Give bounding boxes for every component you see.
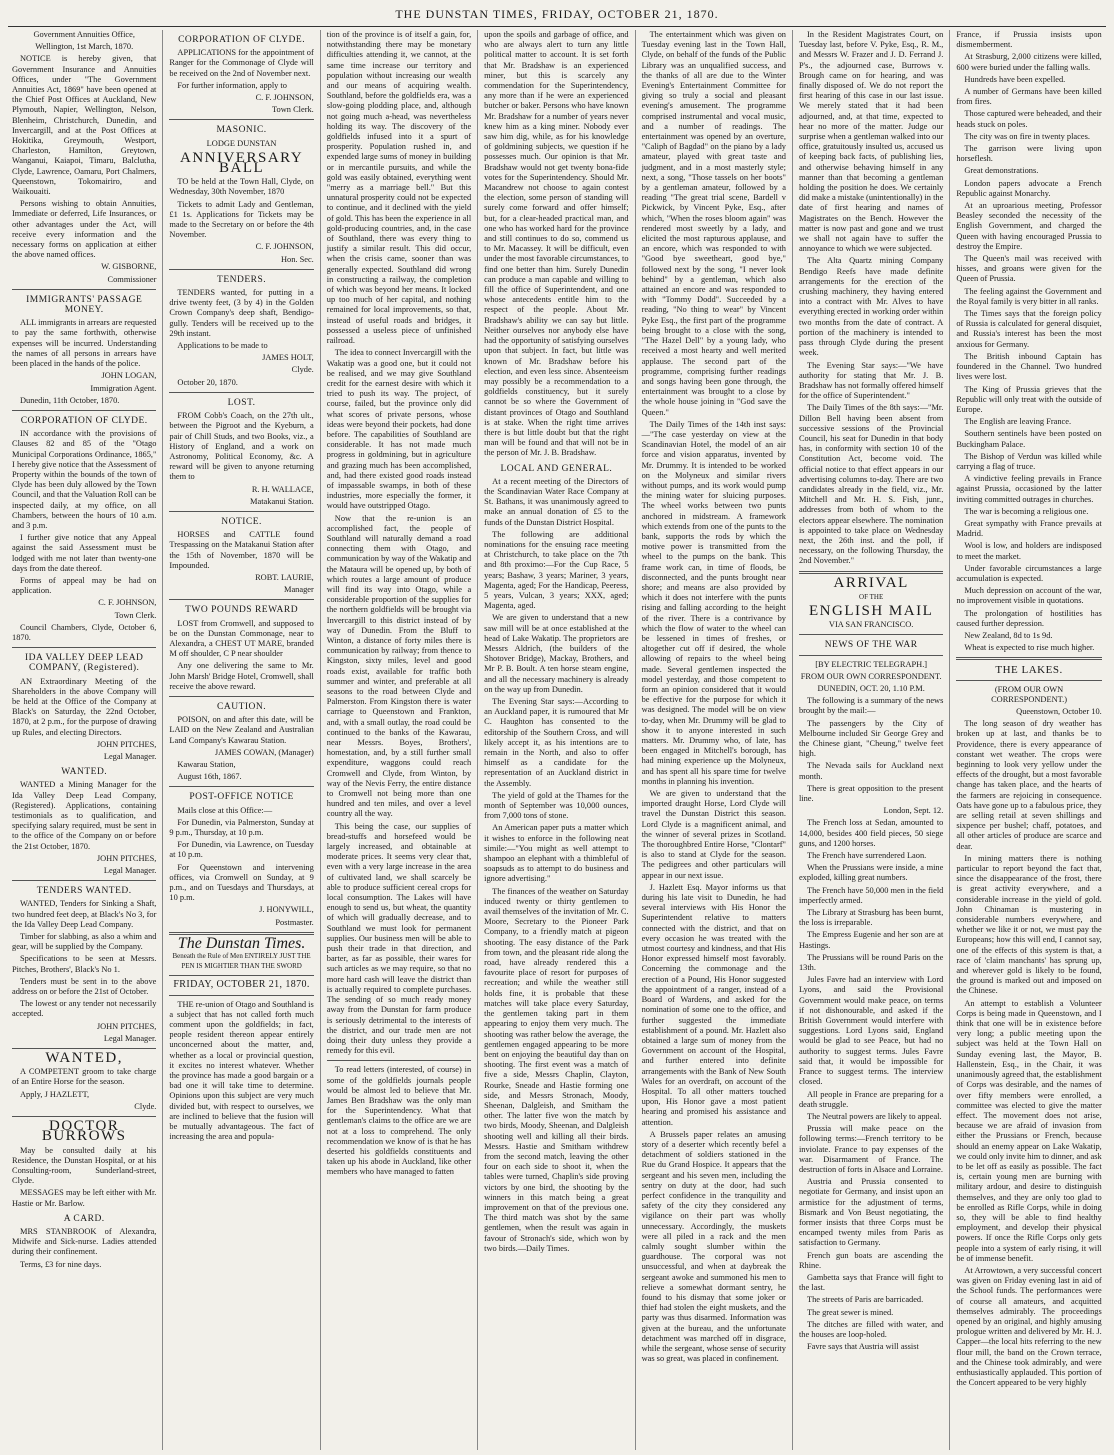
ad-signature: JAMES COWAN, (Manager) — [214, 747, 314, 757]
ad-title: Matakanui Station. — [250, 496, 314, 506]
ad-body: APPLICATIONS for the appointment of Ranger for the Commonage of Clyde will be received on the 2nd of November next. — [169, 48, 314, 78]
masthead: THE DUNSTAN TIMES, FRIDAY, OCTOBER 21, 1870. — [8, 4, 1106, 27]
paper-dateline: FRIDAY, OCTOBER 21, 1870. — [173, 979, 310, 991]
divider — [169, 269, 313, 270]
ad-heading: WANTED. — [61, 767, 108, 778]
divider — [169, 786, 313, 787]
news-item: Those captured were beheaded, and their heads stuck on poles. — [956, 109, 1102, 129]
article-paragraph: The following are additional nominations for the ensuing race meeting at Christchurch, to take place on the 7th and 8th proximo:—For the Cup Race, 5 years; Bashaw, 3 years; Mariner, 3 years, Magenta, aged; For the Handicap, Peeress, 5 years, Vulcan, 3 years; XXX, aged; Magenta, aged. — [484, 529, 629, 611]
ad-body: May be consulted daily at his Residence, the Dunstan Hospital, or at his Consulting-room, Sunderland-street, Clyde. — [12, 1145, 157, 1186]
ad-date: Wellington, 1st March, 1870. — [35, 42, 134, 52]
news-item: A number of Germans have been killed from fires. — [956, 87, 1102, 107]
ad-place: Kawarau Station, — [177, 759, 236, 769]
ad-signature: ROBT. LAURIE, — [255, 572, 314, 582]
section-subheading: VIA SAN FRANCISCO. — [828, 620, 914, 630]
article-paragraph: A Brussels paper relates an amusing story of a deserter which recently befel a detachment of soldiers stationed in the Rue du Grand Hospice. It appears that the sergeant and his seven men, including the sentry on duty at the door, had such perfect confidence in the tranquility and safety of the city they considered any vigilance on their part was wholly unnecessary. Accordingly, the muskets were all piled in a rack and the men calmly sought slumber within the guardhouse. The corporal was not unsuccessful, and when at daybreak the sergeant awoke and summoned his men to relieve a somewhat dormant sentry, he found to his dismay that some joker or thief had stolen the eight muskets, and the party was thus disarmed. Information was given at the bureau, and the unfortunate detachment was marched off in disgrace, while the sergeant, whose sense of security was so great, was placed in confinement. — [641, 1129, 786, 1364]
ad-body: Tickets to admit Lady and Gentleman, £1 1s. Applications for Tickets may be made to the Secretary on or before the 4th November. — [169, 199, 314, 240]
divider — [12, 880, 156, 881]
ad-body: For Queenstown and intervening offices, via Cromwell on Sunday, at 9 p.m., and on Tuesdays and Thursdays, at 10 p.m. — [169, 862, 314, 903]
news-item: The streets of Paris are barricaded. — [806, 1295, 924, 1305]
ad-body: Tenders must be sent in to the above address on or before the 21st of October. — [12, 976, 157, 997]
article-paragraph: An attempt to establish a Volunteer Corps is being made in Queenstown, and I think that one will be in existence before very long; a public meeting upon the subject was held at the Town Hall on Sunday evening last, the Mayor, B. Hallenstein, Esq., in the Chair, it was unanimously agreed that, the establishment of Corps was desirable, and the names of over fifty members were enrolled, a committee was elected to give the matter effect. The movement does not arise, because we are afraid of invasion from either the Prussians or French, because should an enemy appear on Lake Wakatip, we could only invite him to dinner, and ask to be let off as easily as possible. The fact is, certain young men are burning with military ardour, and desire to distinguish themselves, and they are only too glad to be enrolled as Rifle Corps, while in doing so, they will be able to find healthy employment, and develop their physical powers. If once the Rifle Corps only gets people into a system of early rising, it will be of immense benefit. — [956, 998, 1102, 1263]
ad-signature: JOHN LOGAN, — [101, 371, 157, 381]
news-item: The war is becoming a religious one. — [964, 506, 1089, 516]
ad-body: MESSAGES may be left either with Mr. Hastie or Mr. Barlow. — [12, 1188, 157, 1208]
news-item: Gambetta says that France will fight to the last. — [798, 1272, 944, 1293]
ad-heading: ANNIVERSARY BALL — [179, 149, 304, 177]
article-paragraph: The Evening Star says:—"We have authority for stating that Mr. J. B. Bradshaw has not formally offered himself for the office of Superintendent." — [798, 360, 944, 401]
ad-signature: JOHN PITCHES, — [96, 739, 157, 749]
ad-title: Hon. Sec. — [280, 254, 314, 264]
news-dateline: DUNEDIN, OCT. 20, 1.10 P.M. — [817, 683, 925, 693]
ad-body: ALL immigrants in arrears are requested to pay the same forthwith, otherwise expenses will be incurred. Understanding the names of all persons in arrears have been placed in the hands of the police. — [12, 318, 157, 369]
news-item: The Nevada sails for Auckland next month. — [798, 761, 944, 781]
article-paragraph: The Evening Star says:—According to an Auckland paper, it is rumoured that Mr C. Haughton has consented to the editorship of the Southern Cross, and will likely accept it, as his intentions are to remain in the North, and also to offer himself as a candidate for the representation of an Auckland district in the Assembly. — [484, 697, 629, 788]
ad-body: For Dunedin, via Lawrence, on Tuesday at 10 p.m. — [169, 840, 314, 860]
news-item: Austria and Prussia consented to negotiate for Germany, and insist upon an armistice for the adjustment of terms, Bismark and Von Beust negotiating, the former insists that three Corps must be encamped twenty miles from Paris as satisfaction to Germany. — [798, 1177, 944, 1248]
article-paragraph: The finances of the weather on Saturday induced twenty or thirty gentlemen to avail themselves of the invitation of Mr. C. Moore, Secretary to the Pioneer Park Company, to a friendly match at pigeon shooting. The easy distance of the Park from town, and the pleasant ride along the road, have already rendered this a favourite place of resort for purposes of recreation; and while the weather still holds fine, it is probable that these matches will take place every Saturday, the gentlemen taking part in them appearing to enjoy them very much. The shooting was rather below the average, the gentlemen engaged appearing to be more bent on enjoying the beautiful day than on shooting. The first event was a match of five a side, Messrs Chaplin, Clayton, Rourke, Sneade and Hastie forming one side, and Messrs Stronach, Moody, Sheenan, Dalgleish, and Smitham the other. The latter five won the match by two birds, Moody, Sheenan, and Dalgleish shooting well and killing all their birds. Messrs. Hastie and Smitham withdrew from the second match, leaving the other four on each side to shoot it, when the tables were turned, Chaplin's side proving victors by one bird, the shooting by the winners in this match being a great improvement on that of the previous one. The third match was shot by the same gentlemen, when the result was again in favour of Stronach's side, which won by two birds.—Daily Times. — [484, 886, 629, 1253]
article-paragraph: An American paper puts a matter which it wishes to enforce in the following neat simile:—"You might as well attempt to shampoo an elephant with a thimbleful of soapsuds as to attempt to do business and ignore advertising." — [484, 823, 629, 884]
paper-title: The Dunstan Times. — [177, 934, 306, 952]
ad-date: Dunedin, 11th October, 1870. — [20, 395, 120, 405]
ad-body: The lowest or any tender not necessarily accepted. — [12, 999, 157, 1019]
ad-body: Mails close at this Office:— — [177, 805, 273, 815]
news-item: The city was on fire in twenty places. — [964, 131, 1090, 141]
ad-body: POISON, on and after this date, will be LAID on the New Zealand and Australian Land Company's Kawarau Station. — [169, 715, 314, 745]
ad-body: For Dunedin, via Palmerston, Sunday at 9 p.m., Thursday, at 10 p.m. — [169, 817, 314, 837]
section-heading: NEWS OF THE WAR — [824, 640, 918, 651]
divider — [799, 634, 943, 635]
section-subheading: FROM OUR OWN CORRESPONDENT. — [800, 671, 942, 681]
ad-title: Legal Manager. — [103, 866, 157, 876]
ad-subheading: LODGE DUNSTAN — [206, 138, 277, 148]
news-item: London papers advocate a French Republic against Monarchy. — [956, 178, 1102, 198]
news-item: Jules Favre had an interview with Lord Lyons, and said the Provisional Government would make peace, on terms if not dishonourable, and asked if the British Government would interfere with suggestions. Lord Lyons said, England would be glad to see Peace, but had no authority to suggest terms. Jules Favre said that, it would be impossible for France to suggest terms. The interview closed. — [798, 975, 944, 1087]
column-5 — [636, 30, 793, 1450]
ad-signature: C. F. JOHNSON, — [255, 93, 314, 103]
section-subheading: OF THE — [859, 592, 884, 601]
column-1 — [6, 30, 163, 1450]
article-paragraph: The entertainment which was given on Tuesday evening last in the Town Hall, Clyde, on behalf of the funds of the Public Library was an unqualified success, and the thanks of all are due to the Winter Evening's Entertainment Committee for giving so truly a social and pleasant evening's amusement. The programme comprised instrumental and vocal music, and a number of readings. The entertainment was opened by an overture, "Caliph of Bagdad" on the piano by a lady amateur, played with great taste and judgment, and in a most masterly style; next, a song, "Those tassels on her boots" by a gentleman amateur, followed by a reading "The great trial scene, Bardell v Pickwick, by Vincent Pyke, Esq., after which, "When the roses bloom again" was rendered most sweetly by a lady, and elicited the most rapturous applause, and an encore, which was responded to with "Good bye sweetheart, good bye," followed next by the song, "I never look behind" by a gentleman, which also attained an encore and was responded to with "Tommy Dodd". Succeeded by a reading, "No thing to wear" by Vincent Pyke Esq., the first part of the programme being brought to a close with the song, "The Hazel Dell" by a young lady, who received a most hearty and well merited applause. The second part of the programme, comprising further readings and songs having been gone through, the entertainment was brought to a close by the whole house joining in "God save the Queen." — [641, 30, 786, 417]
article-paragraph: Now that the re-union is an accomplished fact, the people of Southland will naturally demand a road connecting them with Otago, and communication by way of the Wakatip and the Mataura will be opened up, by both of which routes a large amount of produce will find its way into Otago, while a considerable proportion of the supplies for the northern goldfields will be brought via Invercargill to this district instead of by way of Dunedin. From the Bluff to Winton, a distance of forty miles there is communication by railway; from thence to Kingston, sixty miles, level and good roads exist, available for traffic both summer and winter, and preferable at all seasons to the road between Clyde and Palmerston. From Kingston there is water carriage to Queenstown and Frankton, and, with a small outlay, the road could be continued to the banks of the Kawarau, near Messrs. Boyes, Brothers', homestation, and, by a still further small expenditure, waggons could reach Cromwell and Clyde, from Winton, by way of the Nevis Ferry, the entire distance to Cromwell not being more than one hundred and ten miles, and over a level country all the way. — [326, 513, 472, 819]
news-item: The British inbound Captain has foundered in the Channel. Two hundred lives were lost. — [956, 351, 1102, 382]
article-paragraph: The Daily Times of the 8th says:—"Mr. Dillon Bell having been absent from successive sessions of the Provincial Council, his seat for Dunedin in that body has, in conformity with section 10 of the Constitution Act, become void. The official notice to that effect appears in our advertising columns to-day. There are two candidates already in the field, viz., Mr. Mitchell and Mr. H. S. Fish, junr., addresses from both of whom to the electors appear elsewhere. The nomination is appointed to take place on Wednesday next, the 26th inst. and the poll, if necessary, on the following Thursday, the 2nd November." — [798, 403, 944, 566]
ad-title: Manager — [284, 585, 314, 595]
ad-body: TENDERS wanted, for putting in a drive twenty feet, (3 by 4) in the Golden Crown Company's deep shaft, Bendigo-gully. Tenders will be received up to the 29th instant. — [169, 288, 314, 338]
news-item: France, if Prussia insists upon dismemberment. — [956, 30, 1102, 50]
ad-heading: DOCTOR BURROWS — [41, 1118, 127, 1145]
ad-heading: CORPORATION OF CLYDE. — [178, 35, 306, 45]
divider — [956, 657, 1101, 660]
ad-date: Council Chambers, Clyde, October 6, 1870. — [12, 622, 157, 642]
ad-title: Postmaster. — [275, 917, 314, 927]
section-heading: ENGLISH MAIL — [809, 602, 934, 619]
divider — [799, 655, 943, 656]
news-item: Wool is low, and holders are indisposed to meet the market. — [956, 541, 1102, 561]
section-heading: LOCAL AND GENERAL. — [500, 463, 613, 474]
divider — [12, 289, 156, 290]
ad-heading: IDA VALLEY DEEP LEAD COMPANY, (Registered). — [24, 653, 144, 674]
divider — [169, 392, 313, 393]
news-item: The prolongation of hostilities has caused further depression. — [956, 608, 1102, 628]
news-item: The English are leaving France. — [964, 417, 1072, 427]
section-heading: THE LAKES. — [995, 664, 1063, 677]
news-dateline: Queenstown, October 10. — [1016, 706, 1102, 716]
ad-signature: R. H. WALLACE, — [251, 484, 314, 494]
ad-title: Town Clerk. — [114, 610, 157, 620]
ad-signature: W. GISBORNE, — [101, 262, 157, 272]
article-paragraph: The Daily Times of the 14th inst says:—"The case yesterday on view at the Scandinavian Hotel, the model of an air force and vision apparatus, invented by Mr. Drummy. It is intended to be worked on the Molyneux and similar rivers without pumps, and its work would pump the mining water for sluicing purposes. The wheel works between two punts anchored in midstream. A framework which extends from one of the punts to the bank, supports the rods by which the motive power is transmitted from the wheel to the pumps on the bank. This frame work can, in time of floods, be disconnected, and the punts brought near shore; and means are also provided by which it does not interfere with the punts rising and falling according to the height of the river. There is a contrivance by which the flow of water to the wheel can be lessened in times of freshes, or altogether cut off if desired, the whole allowing of repairs to the wheel being made. Several gentlemen inspected the model yesterday, and those competent to form an opinion considered that it would be effective for the purpose for which it was designed. The model will be on view to-day, when Mr. Drummy will be glad to show it to anyone interested in such matters. Mr. Drummy who, of late, has been engaged in Mitchell's borough, has had mining experience up the Molyneux, and has spent all his spare time for twelve months in planning his invention. — [641, 419, 786, 786]
news-item: The ditches are filled with water, and the houses are loop-holed. — [798, 1319, 944, 1339]
ad-title: Immigration Agent. — [90, 383, 157, 393]
ad-body: Terms, £3 for nine days. — [20, 1259, 102, 1269]
ad-heading: IMMIGRANTS' PASSAGE MONEY. — [26, 294, 143, 316]
news-item: When the Prussians were inside, a mine exploded, killing great numbers. — [798, 863, 944, 883]
news-item: Prussia will make peace on the following terms:—French territory to be inviolate. France to pay expenses of the war. Disarmament of France. The destruction of forts in Alsace and Lorraine. — [798, 1124, 944, 1174]
news-item: Favre says that Austria will assist — [806, 1342, 919, 1352]
ad-body: Applications to be made to — [177, 341, 268, 351]
article-paragraph: The yield of gold at the Thames for the month of September was 10,000 ounces, from 7,000 tons of stone. — [484, 790, 629, 821]
ad-body: WANTED a Mining Manager for the Ida Valley Deep Lead Company, (Registered). Applications, containing testimonials as to qualification, and specifying salary required, must be sent in to the office of the Company on or before the 21st October, 1870. — [12, 780, 157, 851]
news-item: The garrison were living upon horseflesh. — [956, 144, 1102, 164]
news-item: A vindictive feeling prevails in France against Prussia, occasioned by the latter inviting committed outrages in churches. — [956, 474, 1102, 504]
ad-body: WANTED, Tenders for Sinking a Shaft, two hundred feet deep, at Black's No 3, for the Ida Valley Deep Lead Company. — [12, 899, 157, 929]
ad-title: Town Clerk. — [272, 105, 314, 115]
ad-body: I further give notice that any Appeal against the said Assessment must be lodged with me not later than twenty-one days from the date thereof. — [12, 533, 157, 573]
divider — [169, 975, 313, 976]
news-item: Great demonstrations. — [964, 166, 1039, 176]
divider — [169, 599, 313, 600]
section-subheading: [BY ELECTRIC TELEGRAPH.] — [815, 659, 928, 669]
news-item: All people in France are preparing for a death struggle. — [798, 1089, 944, 1109]
divider — [799, 571, 943, 574]
news-item: At Strasburg, 2,000 citizens were killed, 600 were buried under the falling walls. — [956, 52, 1102, 72]
news-item: The Bishop of Verdun was killed while carrying a flag of truce. — [956, 451, 1102, 471]
divider — [169, 696, 313, 697]
news-item: French gun boats are ascending the Rhine. — [798, 1250, 944, 1270]
ad-heading: MASONIC. — [216, 125, 267, 136]
divider — [327, 1060, 471, 1061]
news-item: The French have surrendered Laon. — [806, 851, 927, 861]
news-item: The French loss at Sedan, amounted to 14,000, besides 400 field pieces, 50 siege guns, and 1200 horses. — [798, 818, 944, 848]
news-item: There is great opposition to the present line. — [798, 783, 944, 804]
article-paragraph: tion of the province is of itself a gain, for, notwithstanding there may be monetary difficulties attending it, we cannot, at the same time increase our territory and population without increasing our wealth and our means of acquiring wealth. Southland, before the goldfields era, was a slow-going plodding place, and, although not going much a-head, was nevertheless holding its way. The discovery of the goldfields infused into it a spurt of prosperity. Population rushed in, and expended large sums of money in building or in mercantile pursuits, and while the gold was easily obtained, everything went "merry as a marriage bell." But this unnatural prosperity could not be expected to continue, and it declined with the yield of gold. This has been the experience in all gold-producing countries, and, in the case of Southland, there was every thing to justify a similar result. This did occur, when the crisis came, sooner than was generally expected. Southland did wrong in constructing a railway, the completion of which was beyond her means. It locked up too much of her capital, and nothing remained for local improvements, so that, instead of useful roads and bridges, it possessed a useless piece of unfinished railroad. — [326, 30, 472, 346]
article-paragraph: J. Hazlett Esq. Mayor informs us that during his late visit to Dunedin, he had several interviews with His Honor the Superintendent relative to matters connected with the district, and that on every occasion he was treated with the utmost courtesy and kindness, and that His Honor expressed himself most favorably. Concerning the commonage and the erection of a Pound, His Honor suggested the appointment of a ranger, instead of a Board of Wardens, and asked for the nomination of some one to the office, and further suggested the immediate establishment of a pound. Mr. Hazlett also obtained a large sum of money from the Government on account of the Hospital, and further entered into definite arrangements with the Bank of New South Wales for an overdraft, on account of the Hospital. To all other matters touched upon, His Honor gave a most patient hearing and promised his assistance and attention. — [641, 882, 786, 1127]
ad-signature: J. HONYWILL, — [259, 905, 314, 915]
ad-signature: JAMES HOLT, — [262, 353, 314, 363]
article-paragraph: At a recent meeting of the Directors of the Scandinavian Water Race Company at St. Bathans, it was unanimously agreed to make an annual donation of £5 to the funds of the Dunstan District Hospital. — [484, 476, 629, 527]
news-item: The following is a summary of the news brought by the mail:— — [798, 696, 944, 716]
news-item: New Zealand, 8d to 1s 9d. — [964, 630, 1053, 640]
ad-body: Forms of appeal may be had on application. — [12, 575, 157, 596]
news-item: The Prussians will be round Paris on the 13th. — [798, 952, 944, 973]
paper-motto: Beneath the Rule of Men ENTIRELY JUST THE PEN IS MIGHTIER THAN THE SWORD — [172, 952, 311, 971]
ad-heading: POST-OFFICE NOTICE — [189, 792, 294, 803]
ad-heading: TENDERS. — [217, 274, 267, 285]
divider — [12, 1116, 156, 1117]
news-dateline: London, Sept. 12. — [883, 806, 944, 816]
ad-date: October 20, 1870. — [177, 377, 238, 387]
article-paragraph: We are given to understand that a new saw mill will be at once established at the head of Lake Wakatip. The proprietors are Messrs Aldrich, (the builders of the Shotover Bridge), Mackay, Brothers, and Mr P. B. Boult. A ten horse steam engine, and all the necessary machinery is already on the way up from Dunedin. — [484, 613, 629, 694]
ad-body: IN accordance with the provisions of Clauses 82 and 85 of the "Otago Municipal Corporations Ordinance, 1865," I hereby give notice that the Assessment of Property within the bounds of the town of Clyde has been duly allowed by the Town Council, and that the Valuation Roll can be inspected daily, at my office, on all Chambers, between the hours of 10 a.m. and 3 p.m. — [12, 429, 157, 530]
column-4 — [478, 30, 635, 1450]
ad-heading: A CARD. — [63, 1213, 105, 1224]
news-item: Great sympathy with France prevails at Madrid. — [956, 518, 1102, 539]
ad-body: Apply, J HAZLETT, — [20, 1089, 90, 1099]
ad-date: August 16th, 1867. — [177, 772, 242, 782]
ad-title: Commissioner — [107, 274, 157, 284]
news-item: The Library at Strasburg has been burnt, the loss is irreparable. — [798, 908, 944, 928]
article-paragraph: upon the spoils and garbage of office, and who are always alert to turn any little political matter to account. It is set forth that Mr. Bradshaw is an experienced miner, but this is scarcely any commendation for the Superintendency, any more than if he were an experienced butcher or baker. Persons who have known Mr. Bradshaw for a number of years never knew him as a king miner. Nobody ever saw him dig, while, as for his knowledge of goldmining subjects, we question if he possesses much. Our opinion is that Mr. Bradshaw would not get twenty bona-fide votes for the Superintendency. Should Mr. Macandrew not choose to again contest the election, some person of standing will surely come forward and offer himself; but, for a clear-headed practical man, and one who has worked hard for the province and still continues to do so, commend us to Mr. Macassey. It will be difficult, even under the most favorable circumstances, to find one better than him. Surely Dunedin can produce a man capable and willing to fill the office of Superintendent, and one whose antecedents entitle him to the respect of the people. About Mr. Bradshaw's ability we can say but little. Neither ourselves nor anybody else have had the opportunity of satisfying ourselves upon that subject. In fact, but little was known of Mr. Bradshaw before his election, and even less since. Absenteeism may possibly be a recommendation to a goldfields constituency, but it surely cannot be so where the Government of distant provinces of Otago and Southland is at stake. When the right time arrives there is but little doubt but that the right man will be found and that will not be in the person of Mr. J. B. Bradshaw. — [484, 30, 629, 458]
ad-signature: C. F. JOHNSON, — [255, 242, 314, 252]
divider — [12, 647, 156, 648]
news-item: The great sewer is mined. — [806, 1307, 894, 1317]
column-7 — [950, 30, 1107, 1450]
news-item: The passengers by the City of Melbourne included Sir George Grey and the Chinese giant, "Cheung," twelve feet high. — [798, 718, 944, 759]
ad-heading: Government Annuities Office, — [33, 30, 135, 39]
news-item: The Queen's mail was received with hisses, and groans were given for the Queen of Prussia. — [956, 254, 1102, 284]
divider — [169, 119, 313, 120]
divider — [12, 1048, 156, 1049]
article-paragraph: In the Resident Magistrates Court, on Tuesday last, before V. Pyke, Esq., R. M., and Messrs W. Frazer and J. D. Ferrand J. P's., the adjourned case, Burrows v. Brough came on for hearing, and was finally disposed of. We do not report the first hearing of this case in our last issue. We merely stated that it had been adjourned, and, at that time, expected to hear no more of the matter. Judge our surprise when a gentleman walked into our office, gratuitously insulted us, accused us of keeping back facts, of publishing lies, and otherwise behaving himself in any manner than that becoming a gentleman holding the position he does. We certainly did make a mistake (unintentionally) in the date of first hearing and names of Magistrates on the Bench. However the matter is now past and gone and we trust we shall not again have to suffer the annoyance to which we were subjected. — [798, 30, 944, 254]
column-2 — [163, 30, 320, 1450]
ad-heading: TENDERS WANTED. — [36, 886, 132, 897]
column-6 — [793, 30, 950, 1450]
article-paragraph: In mining matters there is nothing particular to report beyond the fact that, since the disappearance of the frost, there is great activity everywhere, and a considerable increase in the yield of gold. John Chinaman is mustering in considerable numbers everywhere, and whether we like it or not, we must pay the Europeans; how this will end, I cannot say, one of the effects of this system is that, a race of 'claim manchants' has sprung up, and wherever gold is likely to be found, the ground is marked out and imposed on the Chinese. — [956, 853, 1102, 996]
news-item: The King of Prussia grieves that the Republic will only treat with the outside of Europe. — [956, 384, 1102, 414]
ad-heading: LOST. — [227, 397, 256, 408]
ad-body: Timber for slabbing, as also a whim and gear, will be supplied by the Company. — [12, 932, 157, 952]
news-item: The Neutral powers are likely to appeal. — [806, 1111, 942, 1121]
section-subheading: (FROM OUR OWN CORRESPONDENT.) — [991, 684, 1067, 704]
news-item: The feeling against the Government and the Royal family is very bitter in all ranks. — [956, 286, 1102, 306]
article-paragraph: The idea to connect Invercargill with the Wakatip was a good one, but it could not be realised, and we may give Southland credit for the earnest desire with which it tried to push its way. The project, of course, failed, but the province only did what scores of private persons, whose ideas were beyond their pockets, had done before. The capabilities of Southland are considerable. It has not made much progress in goldmining, but in agriculture and grazing much has been accomplished, and, had there existed good roads instead of impassable swamps, in both of these industries, more especially the former, it would have outstripped Otago. — [326, 348, 472, 511]
ad-body: For further information, apply to — [177, 80, 287, 90]
ad-body: MRS STANBROOK of Alexandra, Midwife and Sick-nurse. Ladies attended during their confinement. — [12, 1226, 157, 1257]
ad-heading: CAUTION. — [217, 701, 267, 712]
ad-body: Any one delivering the same to Mr. John Marsh' Bridge Hotel, Cromwell, shall receive the above reward. — [169, 661, 314, 691]
article-paragraph: To read letters (interested, of course) in some of the goldfields journals people would be almost led to believe that Mr. James Ben Bradshaw was the only man for the Superintendency. What that gentleman's claims to the office are we are not at a loss to comprehend. The only recommendation we know of is that he has deserted his goldfields constituents and taken up his abode in Auckland, like other members who have managed to fatten — [326, 1065, 472, 1177]
ad-signature: C. F. JOHNSON, — [98, 598, 157, 608]
divider — [12, 410, 156, 411]
ad-body: A COMPETENT groom to take charge of an Entire Horse for the season. — [12, 1067, 157, 1087]
ad-body: NOTICE is hereby given, that Government Insurance and Annuities Offices, under "The Government Annuities Act, 1869" have been opened at the Chief Post Offices at Auckland, New Plymouth, Napier, Wellington, Nelson, Blenheim, Christchurch, Dunedin, and Invercargill, and at the Post Offices at Hokitika, Greymouth, Westport, Charleston, Hamilton, Greytown, Wanganui, Kaiapoi, Timaru, Balclutha, Clyde, Lawrence, Oamaru, Port Chalmers, Queenstown, Tokomairiro, and Waikouaiti. — [12, 54, 157, 197]
section-heading: ARRIVAL — [833, 574, 909, 591]
ad-body: FROM Cobb's Coach, on the 27th ult., between the Pigroot and the Kyeburn, a pair of Chill Studs, and two Books, viz., a History of England, and a work on Astronomy, Political Economy, &c. A reward will be given to anyone returning them to — [169, 411, 314, 482]
news-item: The Empress Eugenie and her son are at Hastings. — [798, 930, 944, 950]
divider — [956, 680, 1101, 681]
article-paragraph: We are given to understand that the imported draught Horse, Lord Clyde will travel the Dunstan District this season. Lord Clyde is a magnificent animal, and the winner of several prizes in Scotland. The thoroughbred Entire Horse, "Clontarf" is also to stand at Clyde for the season. The pedigrees and other particulars will appear in our next issue. — [641, 789, 786, 880]
news-item: Much depression on account of the war, no improvement visible in quotations. — [956, 586, 1102, 606]
newspaper-columns — [6, 30, 1108, 1450]
column-3 — [321, 30, 478, 1450]
news-item: At an uproarious meeting, Professor Beasley seconded the necessity of the English Government, and charged the Queen with having encouraged Prussia to destroy the Empire. — [956, 201, 1102, 251]
ad-body: TO be held at the Town Hall, Clyde, on Wednesday, 30th November, 1870 — [169, 177, 314, 197]
ad-signature: JOHN PITCHES, — [96, 1021, 157, 1031]
news-item: The Times says that the foreign policy of Russia is calculated for general disquiet, and Russia's interest has been the most anxious for Germany. — [956, 309, 1102, 349]
ad-heading: NOTICE. — [221, 516, 262, 527]
ad-body: Specifications to be seen at Messrs. Pitches, Brothers', Black's No 1. — [12, 954, 157, 974]
article-paragraph: This being the case, our supplies of bread-stuffs and horsefeed would be largely increased, and obtainable at moderate prices. It seems very clear that, even with a very large increase in the area of cultivated land, we shall scarcely be able to produce sufficient cereal crops for local consumption. The Lakes will have enough to send us, but wheat, the quantity of which will gradually decrease, and to Southland we must look for permanent supplies. Our business men will be able to push their trade in that direction, and barter, as far as possible, their wares for such articles as we may require, so that no more hard cash will leave the district than is actually required to complete purchases. The sending of so much ready money away from the Dunstan for farm produce is seriously detrimental to the interests of the district, and our trade men are not doing their duty unless they provide a remedy for this evil. — [326, 821, 472, 1056]
article-paragraph: The long season of dry weather has broken up at last, and thanks be to Providence, there is every appearance of constant wet weather. The crops were beginning to look very yellow under the effects of the drought, but a most favorable change has taken place, and the hearts of the farmers are rejoicing in consequence. Oats have gone up to a fabulous price, they are selling retail at seven shillings and sixpence per bushel; chaff, potatoes, and all other articles of produce are scarce and dear. — [956, 719, 1102, 851]
leader-paragraph: THE re-union of Otago and Southland is a subject that has not called forth much comment upon the goldfields; in fact, people resident thereon appear entirely unconcerned about the matter, and, whether as a local or provincial question, it excites no interest whatever. Whether the province has made a good bargain or a bad one it will take time to determine. Opinions upon this subject are very much divided but, with respect to ourselves, we are inclined to believe that the fusion will be mutually advantageous. The fact of increasing the area and popula- — [169, 999, 314, 1142]
divider — [169, 995, 313, 996]
ad-heading: CORPORATION OF CLYDE. — [20, 415, 148, 426]
news-item: Hundreds have been expelled. — [964, 74, 1066, 84]
ad-place: Clyde. — [291, 365, 314, 375]
ad-body: AN Extraordinary Meeting of the Shareholders in the above Company will be held at the Office of the Company at Black's on Saturday, the 22nd October, 1870, at 2 p.m., for the purpose of drawing up Rules, and electing Directors. — [12, 676, 157, 737]
ad-title: Legal Manager. — [103, 1033, 157, 1043]
news-item: Wheat is expected to rise much higher. — [964, 643, 1095, 653]
ad-heading: WANTED, — [45, 1050, 123, 1067]
ad-heading: TWO POUNDS REWARD — [185, 605, 299, 616]
news-item: Under favorable circumstances a large accumulation is expected. — [956, 563, 1102, 583]
ad-body: Persons wishing to obtain Annuities, Immediate or deferred, Life Insurances, or other advantages under the Act, will receive every information and the necessary forms on application at either the above named offices. — [12, 199, 157, 260]
ad-title: Legal Manager. — [103, 752, 157, 761]
news-item: The French have 50,000 men in the field imperfectly armed. — [798, 885, 944, 905]
divider — [169, 511, 313, 512]
ad-body: HORSES and CATTLE found Trespassing on the Matakanui Station after the 15th of November, 1870 will be Impounded. — [169, 530, 314, 570]
ad-body: LOST from Cromwell, and supposed to be on the Dunstan Commonage, near to Alexandra, a CHEST UT MARE, branded M off shoulder, C P near shoulder — [169, 618, 314, 659]
article-paragraph: The Alta Quartz mining Company Bendigo Reefs have made definite arrangements for the erection of the crushing machinery, they having entered into a contract with Mr. Alves to have everything erected in working order within two months from the date of contract. A portion of the machinery is intended to pass through Clyde during the present week. — [798, 256, 944, 358]
ad-place: Clyde. — [134, 1101, 157, 1111]
news-item: Southern sentinels have been posted on Buckingham Palace. — [956, 429, 1102, 449]
article-paragraph: At Arrowtown, a very successful concert was given on Friday evening last in aid of the School funds. The performances were of course all amateurs, and acquitted themselves admirably. The proceedings opened by an original, and highly amusing prologue written and delivered by Mr. H. J. Capper—the local hits referring to the new flour mill, the band on the Crown terrace, and the Chinese took admirably, and were enthusiastically applauded. This portion of the Concert appeared to be very highly — [956, 1265, 1102, 1388]
ad-signature: JOHN PITCHES, — [96, 853, 157, 863]
